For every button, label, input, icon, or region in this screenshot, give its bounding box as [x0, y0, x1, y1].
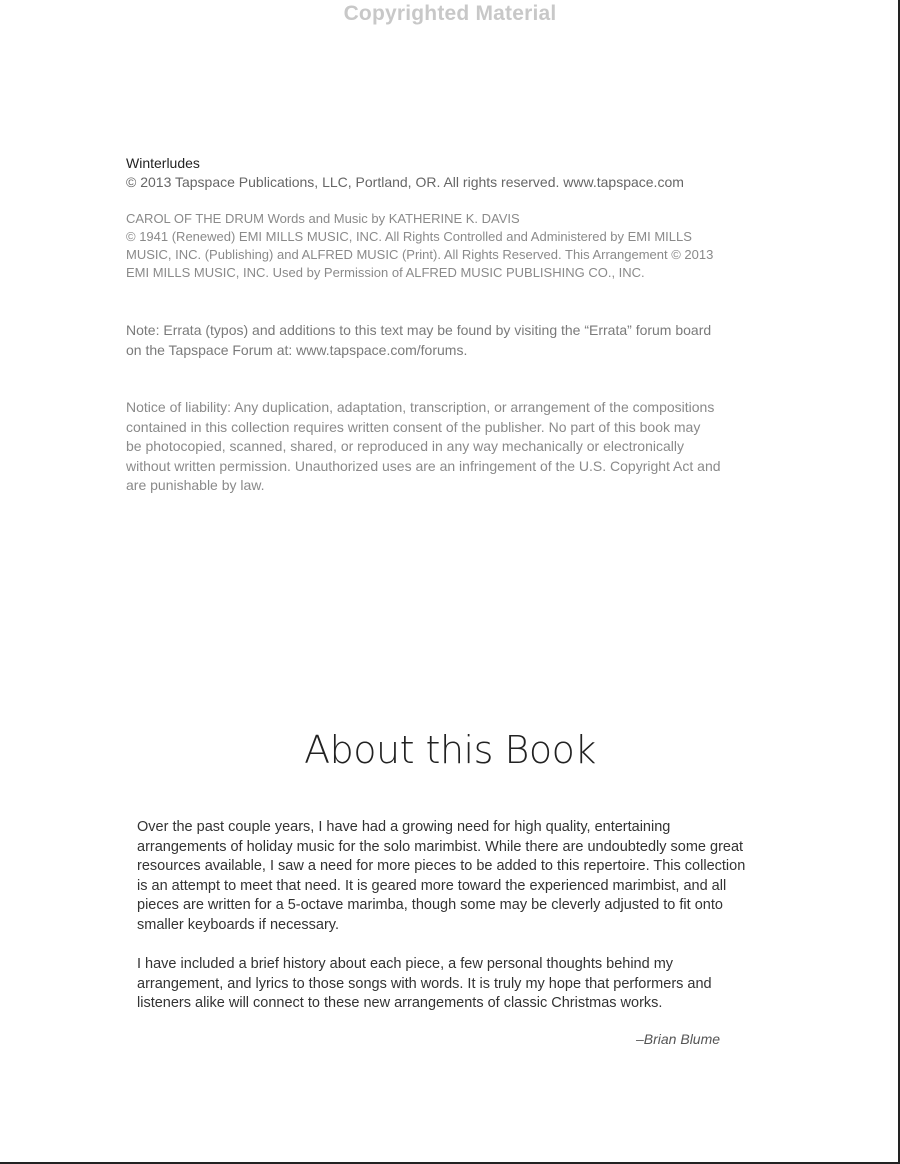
about-paragraph-1	[137, 818, 803, 935]
book-title: Winterludes	[126, 155, 200, 171]
liability-line: are punishable by law.	[126, 477, 265, 493]
paragraph-line: smaller keyboards if necessary.	[137, 916, 340, 933]
credit-line: MUSIC, INC. (Publishing) and ALFRED MUSIC (Print). All Rights Reserved. This Arrangement © 2013	[126, 247, 714, 262]
liability-line: without written permission. Unauthorized uses are an infringement of the U.S. Copyright Act and	[126, 457, 721, 474]
paragraph-line: Over the past couple years, I have had a growing need for high quality, entertaining	[137, 819, 671, 835]
paragraph-line: is an attempt to meet that need. It is geared more toward the experienced marimbist, and all	[137, 877, 727, 894]
about-heading: About this Book	[304, 728, 596, 772]
liability-line: contained in this collection requires written consent of the publisher. No part of this book may	[126, 418, 701, 435]
liability-line: Notice of liability: Any duplication, adaptation, transcription, or arrangement of the compositions	[126, 399, 715, 415]
credit-line: CAROL OF THE DRUM Words and Music by KATHERINE K. DAVIS	[126, 211, 520, 226]
liability-line: be photocopied, scanned, shared, or reproduced in any way mechanically or electronically	[126, 438, 684, 454]
paragraph-line: arrangements of holiday music for the solo marimbist. While there are undoubtedly some great	[137, 838, 744, 855]
errata-note	[126, 320, 766, 360]
author-signature: –Brian Blume	[636, 1031, 721, 1047]
credit-line: EMI MILLS MUSIC, INC. Used by Permission of ALFRED MUSIC PUBLISHING CO., INC.	[126, 265, 645, 280]
liability-notice	[126, 398, 766, 496]
paragraph-line: arrangement, and lyrics to those songs with words. It is truly my hope that performers and	[137, 975, 712, 992]
paragraph-line: listeners alike will connect to these new arrangements of classic Christmas works.	[137, 995, 663, 1011]
carol-of-the-drum-credit	[126, 210, 751, 282]
errata-line: on the Tapspace Forum at: www.tapspace.com/forums.	[126, 342, 468, 358]
copyright-watermark: Copyrighted Material	[343, 2, 557, 25]
copyright-notice: © 2013 Tapspace Publications, LLC, Portland, OR. All rights reserved. www.tapspace.com	[126, 174, 684, 190]
errata-line: Note: Errata (typos) and additions to this text may be found by visiting the “Errata” forum board	[126, 322, 712, 338]
about-paragraph-2	[137, 955, 803, 1014]
paragraph-line: I have included a brief history about each piece, a few personal thoughts behind my	[137, 956, 674, 972]
paragraph-line: pieces are written for a 5-octave marimba, though some may be cleverly adjusted to fit onto	[137, 897, 723, 913]
credit-line: © 1941 (Renewed) EMI MILLS MUSIC, INC. All Rights Controlled and Administered by EMI MILLS	[126, 229, 692, 244]
paragraph-line: resources available, I saw a need for more pieces to be added to this repertoire. This collection	[137, 858, 746, 874]
